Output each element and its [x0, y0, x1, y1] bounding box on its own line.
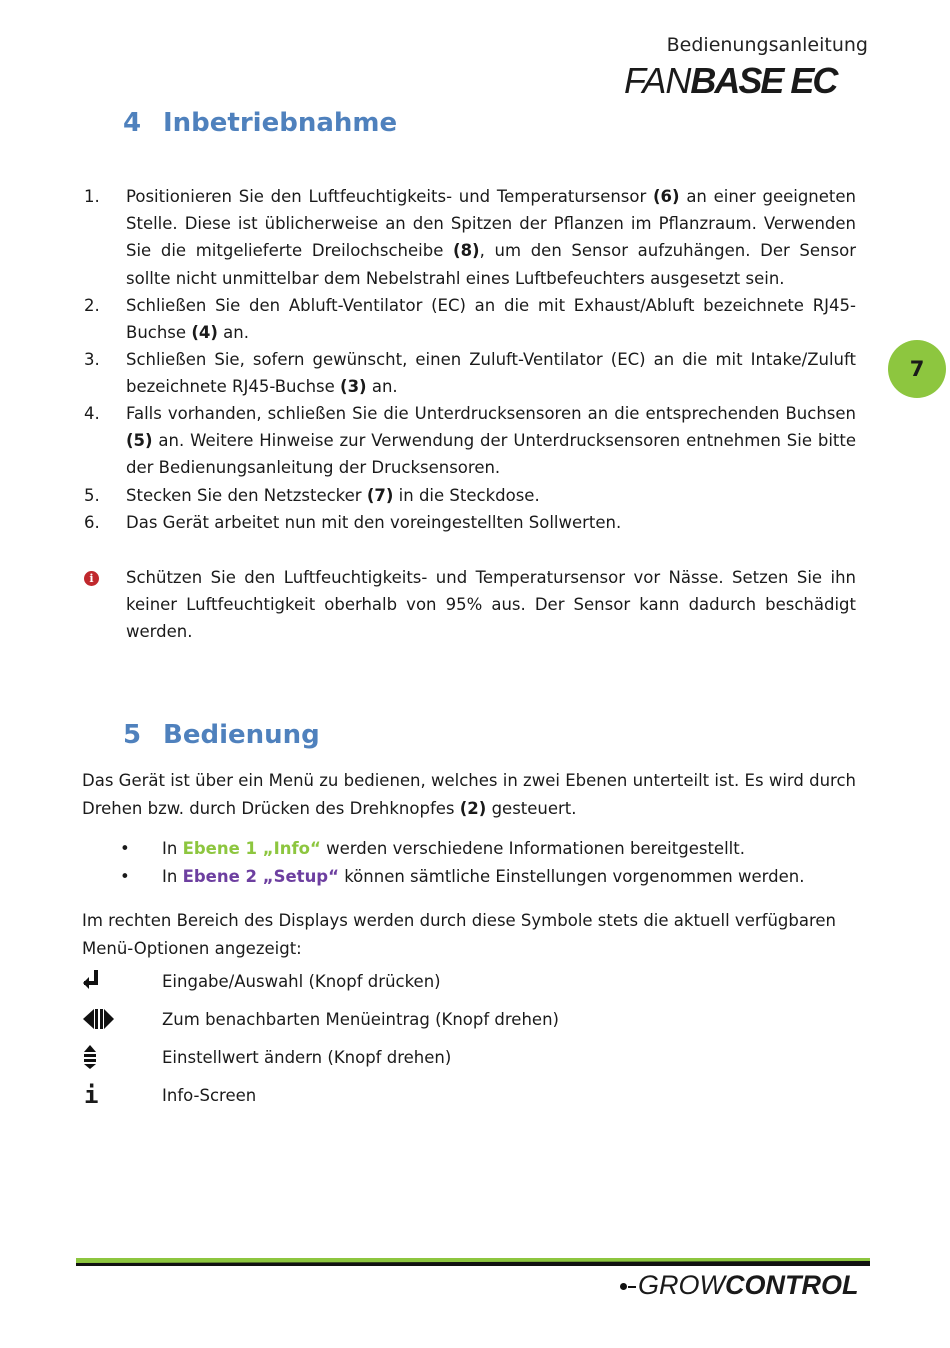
- symbols-intro: Im rechten Bereich des Displays werden durch diese Symbole stets die aktuell verfügbaren Menü-Optionen angezeigt:: [82, 911, 836, 958]
- warning-note-text: Schützen Sie den Luftfeuchtigkeits- und Temperatursensor vor Nässe. Setzen Sie ihn keiner Luftfeuchtigkeit oberhalb von 95% aus. Der Sensor kann dadurch beschädigt werden.: [126, 568, 856, 642]
- list-item: [84, 482, 856, 509]
- list-item: • In Ebene 2 „Setup“ können sämtliche Einstellungen vorgenommen werden.: [120, 867, 805, 886]
- symbol-label: Eingabe/Auswahl (Knopf drücken): [162, 972, 441, 991]
- bullet-glyph: •: [120, 867, 130, 886]
- section-4-title: [123, 108, 397, 138]
- section-number: 4: [123, 108, 142, 138]
- list-item: • In Ebene 1 „Info“ werden verschiedene Informationen bereitgestellt.: [120, 839, 745, 858]
- section-title-text: Inbetriebnahme: [163, 108, 398, 138]
- page-number-badge: 7: [888, 340, 946, 398]
- section-title-text: Bedienung: [163, 720, 320, 750]
- logo-part-fan: FAN: [624, 60, 691, 101]
- logo-part-control: CONTROL: [725, 1270, 859, 1300]
- list-item: [84, 400, 856, 482]
- footer-bar: [76, 1258, 870, 1268]
- step-text: Falls vorhanden, schließen Sie die Unterdrucksensoren an die entsprechenden Buchsen (5) an. Weitere Hinweise zur Verwendung der Unterdrucksensoren entnehmen Sie bitte der Bedienungsanleitung der Drucksensoren.: [126, 404, 856, 478]
- warning-info-icon: i: [84, 571, 99, 586]
- up-down-arrows-icon: [82, 1044, 116, 1070]
- step-number: 5.: [84, 486, 100, 505]
- step-number: 4.: [84, 404, 100, 423]
- warning-note: [84, 564, 856, 646]
- step-number: 6.: [84, 513, 100, 532]
- fanbase-logo: [624, 60, 836, 102]
- step-text: Das Gerät arbeitet nun mit den voreingestellten Sollwerten.: [126, 513, 622, 532]
- step-text: Schließen Sie den Abluft-Ventilator (EC) an die mit Exhaust/Abluft bezeichnete RJ45-Buchse (4) an.: [126, 296, 856, 343]
- list-item: [84, 183, 856, 292]
- intro-paragraph: Das Gerät ist über ein Menü zu bedienen, welches in zwei Ebenen unterteilt ist. Es wird durch Drehen bzw. durch Drücken des Drehknopfes (2) gesteuert.: [82, 771, 856, 818]
- logo-dot-icon: [620, 1283, 627, 1290]
- step-text: Positionieren Sie den Luftfeuchtigkeits- und Temperatursensor (6) an einer geeigneten Stelle. Diese ist üblicherweise an den Spitzen der Pflanzen im Pflanzraum. Verwenden Sie die mitgelieferte Dreilochscheibe (8), um den Sensor aufzuhängen. Der Sensor sollte nicht unmittelbar dem Nebelstrahl eines Luftbefeuchters ausgesetzt sein.: [126, 187, 856, 288]
- logo-part-base-ec: BASE EC: [690, 60, 837, 101]
- step-text: Stecken Sie den Netzstecker (7) in die Steckdose.: [126, 486, 540, 505]
- left-right-arrows-icon: [82, 1006, 116, 1032]
- symbol-label: Info-Screen: [162, 1086, 257, 1105]
- step-number: 3.: [84, 350, 100, 369]
- list-item: [84, 292, 856, 346]
- step-text: Schließen Sie, sofern gewünscht, einen Zuluft-Ventilator (EC) an die mit Intake/Zuluft bezeichnete RJ45-Buchse (3) an.: [126, 350, 856, 397]
- logo-part-grow: GROW: [638, 1270, 725, 1300]
- level-1-label: Ebene 1 „Info“: [182, 839, 321, 858]
- list-item: [84, 346, 856, 400]
- bullet-glyph: •: [120, 839, 130, 858]
- enter-icon: [82, 968, 116, 994]
- growcontrol-logo: [620, 1270, 858, 1301]
- section-5-title: [123, 720, 320, 750]
- list-item: [84, 509, 856, 536]
- step-number: 2.: [84, 296, 100, 315]
- symbol-label: Einstellwert ändern (Knopf drehen): [162, 1048, 452, 1067]
- step-number: 1.: [84, 187, 100, 206]
- info-icon: i: [84, 1081, 99, 1109]
- symbol-label: Zum benachbarten Menüeintrag (Knopf drehen): [162, 1010, 559, 1029]
- level-2-label: Ebene 2 „Setup“: [182, 867, 339, 886]
- section-number: 5: [123, 720, 142, 750]
- header-label: Bedienungsanleitung: [666, 34, 868, 56]
